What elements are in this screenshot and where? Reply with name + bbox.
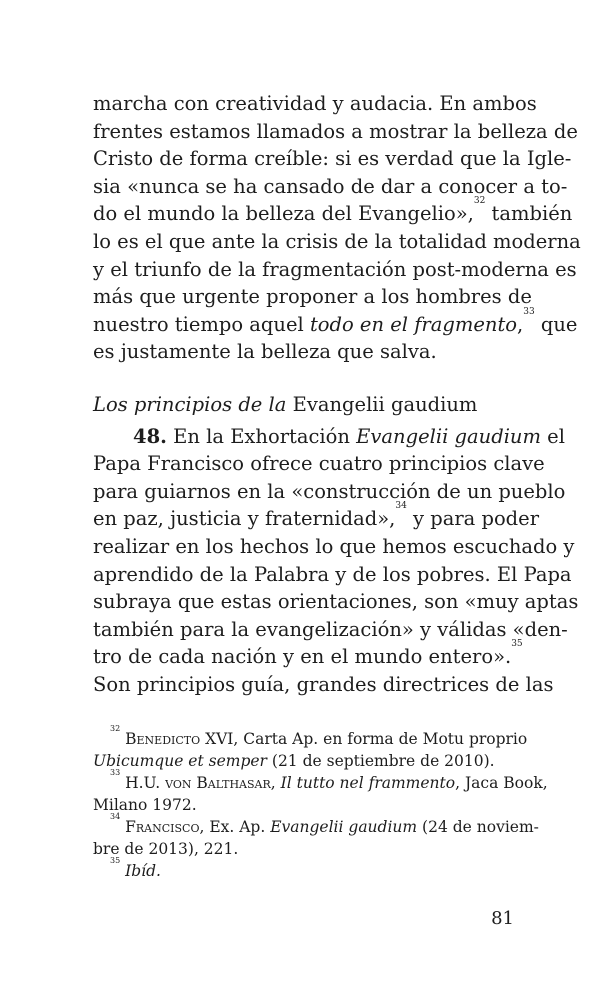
footnote-title: Il tutto nel frammento [280,774,456,792]
footnote-35 [93,856,515,882]
body-line: y el triunfo de la fragmentación post-moderna es [93,257,577,281]
para-48-line: también para la evangelización» y válidas «den- [93,617,568,641]
section-title-italic: Los principios de la [93,392,287,416]
body-text: En la Exhortación [166,424,357,448]
section-title-roman: Evangelii gaudium [286,392,478,416]
footnote-ref-32: 32 [473,196,486,207]
para-48-line: realizar en los hechos lo que hemos escuchado y [93,534,575,558]
section-title [93,391,515,419]
footnote-title: Evangelii gaudium [270,818,418,836]
footnote-author: von Balthasar [165,774,271,792]
body-text: que [534,312,578,336]
footnote-text: XVI, Carta Ap. en forma de Motu proprio [200,730,528,748]
para-48-line [93,423,565,451]
body-line: más que urgente proponer a los hombres de [93,285,532,309]
body-line: frentes estamos llamados a mostrar la belleza de [93,119,578,143]
footnote-32-cont [93,750,515,772]
footnote-number: 33 [110,768,121,777]
body-text: y para poder [406,507,540,531]
footnote-number: 32 [110,724,121,733]
para-48-line: Papa Francisco ofrece cuatro principios clave [93,452,545,476]
footnote-number: 35 [110,856,121,865]
body-line [93,306,578,339]
body-line: es justamente la belleza que salva. [93,340,437,364]
footnotes [93,724,548,882]
body-text: en paz, justicia y fraternidad», [93,507,396,531]
page-body [93,90,581,698]
body-line: lo es el que ante la crisis de la totalidad moderna [93,229,581,253]
body-text: tro de cada nación y en el mundo entero». [93,645,512,669]
body-text: nuestro tiempo aquel [93,312,310,336]
para-48-line [93,639,523,671]
footnote-32 [93,724,528,750]
footnote-number: 34 [110,812,121,821]
italic-title: Evangelii gaudium [356,424,541,448]
footnote-ref-35: 35 [511,639,523,650]
footnote-author: Benedicto [125,730,201,748]
body-line: Cristo de forma creíble: si es verdad que la Igle- [93,147,572,171]
footnote-33 [93,768,548,794]
paragraph-number: 48. [133,424,167,448]
para-48-line [93,501,540,533]
footnote-title: Ubicumque et semper [93,752,267,770]
footnote-author: Francisco [125,818,200,836]
para-48-line: subraya que estas orientaciones, son «muy aptas [93,590,579,614]
body-text: do el mundo la belleza del Evangelio», [93,202,474,226]
footnote-text: (21 de septiembre de 2010). [266,752,495,770]
footnote-text: , Ex. Ap. [199,818,271,836]
footnote-text: (24 de noviem- [417,818,539,836]
para-48-line: para guiarnos en la «construcción de un pueblo [93,479,566,503]
footnote-ref-33: 33 [523,306,535,317]
footnote-33-cont: Milano 1972. [93,796,197,814]
body-text: el [540,424,565,448]
body-text: también [485,202,573,226]
footnote-text: , [270,774,281,792]
para-48-line: Son principios guía, grandes directrices de las [93,672,554,696]
body-line: marcha con creatividad y audacia. En ambos [93,92,537,115]
footnote-text: H.U. [120,774,166,792]
footnote-34 [93,812,539,838]
footnote-ref-34: 34 [395,501,407,512]
footnote-text: , Jaca Book, [455,774,548,792]
para-48-line: aprendido de la Palabra y de los pobres. El Papa [93,562,572,586]
page-number: 81 [491,908,514,929]
footnote-34-cont: bre de 2013), 221. [93,840,239,858]
body-line: sia «nunca se ha cansado de dar a conocer a to- [93,174,568,198]
italic-phrase: todo en el fragmento [309,312,518,336]
body-text: , [517,312,524,336]
footnote-text: Ibíd. [125,862,161,880]
body-line [93,196,573,228]
